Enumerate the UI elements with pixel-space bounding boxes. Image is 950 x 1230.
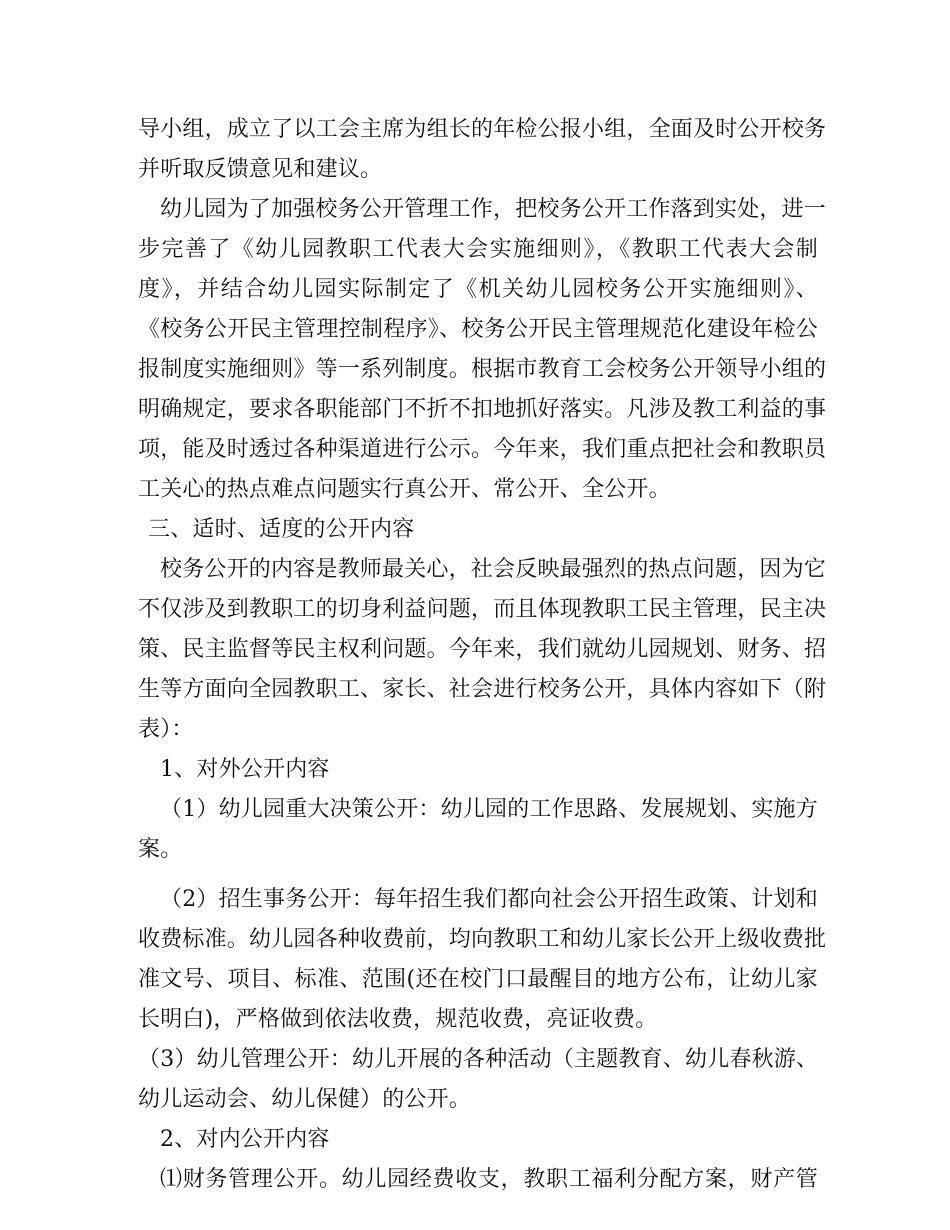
subsection-heading: 2、对内公开内容 — [160, 1127, 330, 1152]
text-line: （1）幼儿园重大决策公开：幼儿园的工作思路、发展规划、实施方 — [160, 797, 818, 822]
text-line: 收费标准。幼儿园各种收费前，均向教职工和幼儿家长公开上级收费批 — [138, 927, 827, 952]
text-line: 导小组，成立了以工会主席为组长的年检公报小组，全面及时公开校务 — [138, 117, 827, 142]
text-line: 幼儿运动会、幼儿保健）的公开。 — [138, 1087, 472, 1112]
text-line: 并听取反馈意见和建议。 — [138, 157, 383, 182]
text-line: 案。 — [138, 837, 183, 862]
text-line: 幼儿园为了加强校务公开管理工作，把校务公开工作落到实处，进一 — [160, 197, 827, 222]
text-line: 生等方面向全园教职工、家长、社会进行校务公开，具体内容如下（附 — [138, 677, 827, 702]
text-line: 长明白)，严格做到依法收费，规范收费，亮证收费。 — [138, 1007, 658, 1032]
text-line: ⑴财务管理公开。幼儿园经费收支，教职工福利分配方案，财产管 — [160, 1167, 818, 1192]
section-heading: 三、适时、适度的公开内容 — [148, 517, 415, 542]
text-line: 《校务公开民主管理控制程序》、校务公开民主管理规范化建设年检公 — [138, 317, 818, 342]
text-line: （2）招生事务公开：每年招生我们都向社会公开招生政策、计划和 — [160, 887, 818, 912]
text-line: 度》，并结合幼儿园实际制定了《机关幼儿园校务公开实施细则》、 — [138, 277, 818, 302]
text-line: 报制度实施细则》等一系列制度。根据市教育工会校务公开领导小组的 — [138, 357, 827, 382]
text-line: 不仅涉及到教职工的切身利益问题，而且体现教职工民主管理，民主决 — [138, 597, 827, 622]
text-line: 工关心的热点难点问题实行真公开、常公开、全公开。 — [138, 477, 671, 502]
text-line: 项，能及时透过各种渠道进行公示。今年来，我们重点把社会和教职员 — [138, 437, 827, 462]
text-line: 步完善了《幼儿园教职工代表大会实施细则》，《教职工代表大会制 — [138, 237, 818, 262]
text-line: 校务公开的内容是教师最关心，社会反映最强烈的热点问题，因为它 — [160, 557, 827, 582]
text-line: （3）幼儿管理公开：幼儿开展的各种活动（主题教育、幼儿春秋游、 — [138, 1047, 819, 1072]
text-line: 准文号、项目、标准、范围(还在校门口最醒目的地方公布，让幼儿家 — [138, 967, 818, 992]
text-line: 明确规定，要求各职能部门不折不扣地抓好落实。凡涉及教工利益的事 — [138, 397, 827, 422]
subsection-heading: 1、对外公开内容 — [160, 757, 330, 782]
text-line: 策、民主监督等民主权利问题。今年来，我们就幼儿园规划、财务、招 — [138, 637, 827, 662]
text-line: 表）： — [138, 717, 194, 742]
